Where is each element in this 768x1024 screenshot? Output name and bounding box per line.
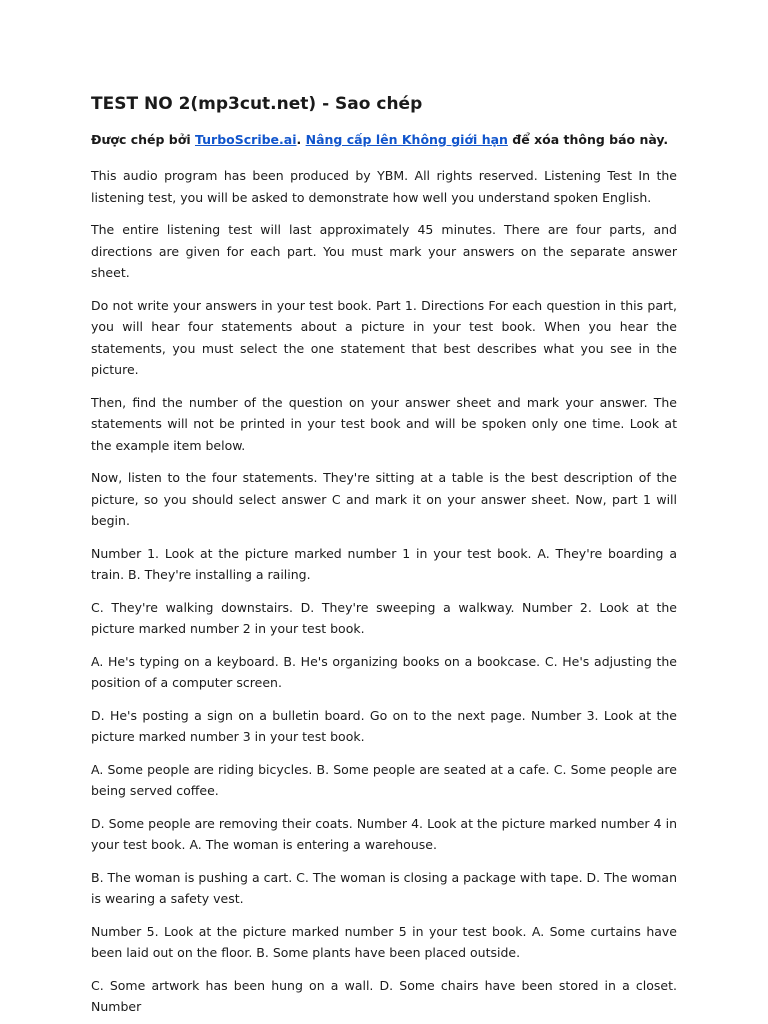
transcript-paragraph: A. Some people are riding bicycles. B. Some people are seated at a cafe. C. Some people are being served coffee. — [91, 761, 677, 798]
transcript-paragraph: B. The woman is pushing a cart. C. The woman is closing a package with tape. D. The woman is wearing a safety vest. — [91, 869, 677, 906]
notice-separator: . — [296, 132, 306, 147]
notice-prefix: Được chép bởi — [91, 132, 195, 147]
transcript-paragraph: D. He's posting a sign on a bulletin board. Go on to the next page. Number 3. Look at the picture marked number 3 in your test book. — [91, 707, 677, 744]
transcript-paragraph: Now, listen to the four statements. They're sitting at a table is the best description of the picture, so you should select answer C and mark it on your answer sheet. Now, part 1 will begin. — [91, 470, 677, 528]
transcript-paragraph: Number 5. Look at the picture marked number 5 in your test book. A. Some curtains have been laid out on the floor. B. Some plants have been placed outside. — [91, 923, 677, 960]
upgrade-unlimited-link[interactable]: Nâng cấp lên Không giới hạn — [305, 132, 508, 147]
transcript-paragraph: D. Some people are removing their coats. Number 4. Look at the picture marked number 4 in your test book. A. The woman is entering a warehouse. — [91, 815, 677, 852]
notice-suffix: để xóa thông báo này. — [507, 132, 669, 147]
transcript-paragraph: Then, find the number of the question on your answer sheet and mark your answer. The statements will not be printed in your test book and will be spoken only one time. Look at the example item below. — [91, 394, 677, 453]
transcript-paragraph: The entire listening test will last approximately 45 minutes. There are four parts, and directions are given for each part. You must mark your answers on the separate answer sheet. — [91, 222, 677, 280]
transcript-paragraph: C. They're walking downstairs. D. They're sweeping a walkway. Number 2. Look at the picture marked number 2 in your test book. — [91, 599, 677, 636]
transcript-paragraph: Number 1. Look at the picture marked number 1 in your test book. A. They're boarding a train. B. They're installing a railing. — [91, 545, 677, 582]
transcript-paragraph: Do not write your answers in your test book. Part 1. Directions For each question in this part, you will hear four statements about a picture in your test book. When you hear the statements, you must select the one statement that best describes what you see in the picture. — [91, 297, 677, 377]
copy-notice — [91, 130, 677, 150]
transcript-paragraph: C. Some artwork has been hung on a wall. D. Some chairs have been stored in a closet. Number — [91, 977, 677, 1014]
document-title: TEST NO 2(mp3cut.net) - Sao chép — [91, 94, 423, 114]
transcript-paragraph: A. He's typing on a keyboard. B. He's organizing books on a bookcase. C. He's adjusting the position of a computer screen. — [91, 653, 677, 690]
transcript-paragraph: This audio program has been produced by YBM. All rights reserved. Listening Test In the listening test, you will be asked to demonstrate how well you understand spoken English. — [91, 168, 677, 205]
turboscribe-link[interactable]: TurboScribe.ai — [194, 132, 297, 147]
